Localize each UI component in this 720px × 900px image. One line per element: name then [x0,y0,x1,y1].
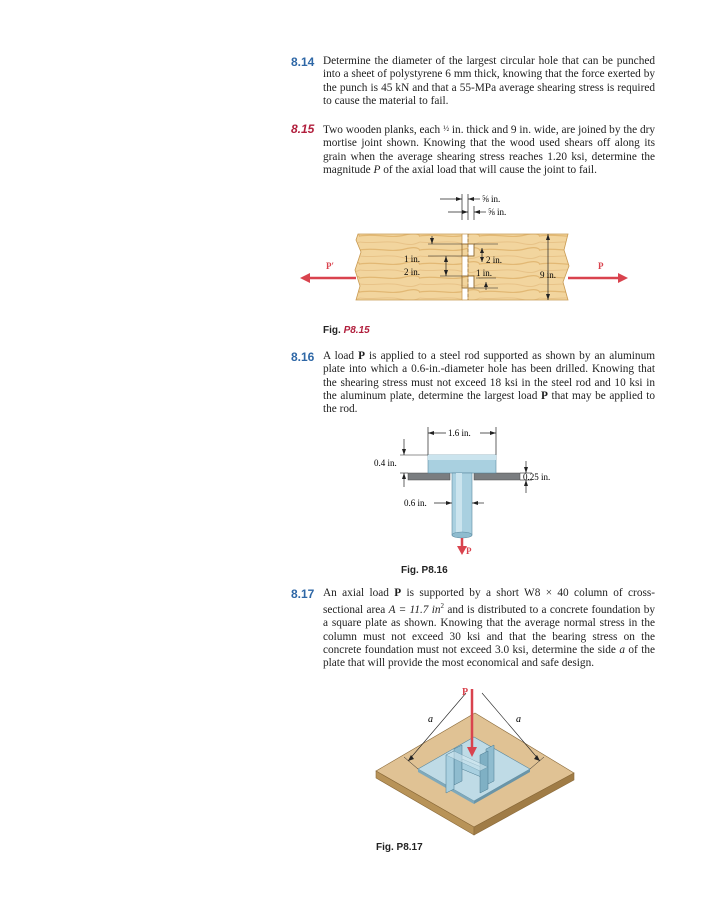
problem-number: 8.16 [291,350,315,364]
problem-number: 8.15 [291,122,315,136]
figure-p8-16 [360,425,580,560]
dim-1-6in: 1.6 in. [448,428,471,438]
load-label: P [466,546,472,556]
load-label: P [462,687,469,698]
dim-a-right: a [516,714,521,725]
problem-8-15 [291,122,655,177]
load-label-left: P′ [326,261,335,271]
dim-top-1: ⅝ in. [482,194,501,204]
figure-p8-17 [370,685,580,835]
dim-top-2: ⅝ in. [488,207,507,217]
dim-a-left: a [428,714,433,725]
figure-caption-p8-15: Fig. P8.15 [323,325,370,336]
dim-0-6in: 0.6 in. [404,498,427,508]
problem-number: 8.14 [291,55,315,69]
var-p: P [358,350,365,362]
var-p: P [540,389,548,402]
problem-number: 8.17 [291,587,315,601]
problem-text: Two wooden planks, each ½ in. thick and 9 in. wide, are joined by the dry mortise joint shown. Knowing that the wood used shears off along its grain when the average shearing stress reaches 1.20 ksi, determine the magnitude P of the axial load that will cause the joint to fail. [323,124,656,176]
problem-8-17 [291,587,655,671]
problem-text: Determine the diameter of the largest circular hole that can be punched into a sheet of polystyrene 6 mm thick, knowing that the force exerted by the punch is 45 kN and that a 55-MPa average shearing stress is required to cause the material to fail. [323,55,655,107]
aluminum-plate-right [474,473,520,480]
figure-caption-p8-17: Fig. P8.17 [376,842,423,853]
aluminum-plate-left [408,473,450,480]
fraction-half: ½ [443,124,450,133]
dim-2in-left: 2 in. [404,267,421,277]
dim-2in-right: 2 in. [486,255,503,265]
problem-8-16 [291,350,655,416]
problem-text: An axial load P is supported by a short W8 × 40 column of cross-sectional area A = 11.7 $in^2$ and is distributed to a concrete foundation by a square plate as shown. Knowing that the average normal stress in the column must not exceed 30 ksi and that the bearing stress on the concrete foundation must not exceed 3.0 ksi, determine the side a of the plate that will provide the most economical and safe design. [323,587,656,670]
var-p: P [394,587,402,599]
problem-text: A load P is applied to a steel rod supported as shown by an aluminum plate into which a 0.6-in.-diameter hole has been drilled. Knowing that the shearing stress must not exceed 18 ksi in the steel rod and 10 ksi in the aluminum plate, determine the largest load P that may be applied to the rod. [323,350,656,416]
problem-8-14 [291,55,655,108]
figure-caption-p8-16: Fig. P8.16 [401,565,448,576]
figure-p8-15 [300,190,640,330]
load-label-right: P [598,261,604,271]
dim-9in: 9 in. [540,270,557,280]
dim-1in-left: 1 in. [404,254,421,264]
dim-1in-right: 1 in. [476,268,493,278]
var-p: P [373,163,381,176]
var-a: a [619,643,625,656]
dim-0-4in: 0.4 in. [374,458,397,468]
dim-0-25in: 0.25 in. [523,472,551,482]
area-expression: A = 11.7 in [388,604,441,617]
